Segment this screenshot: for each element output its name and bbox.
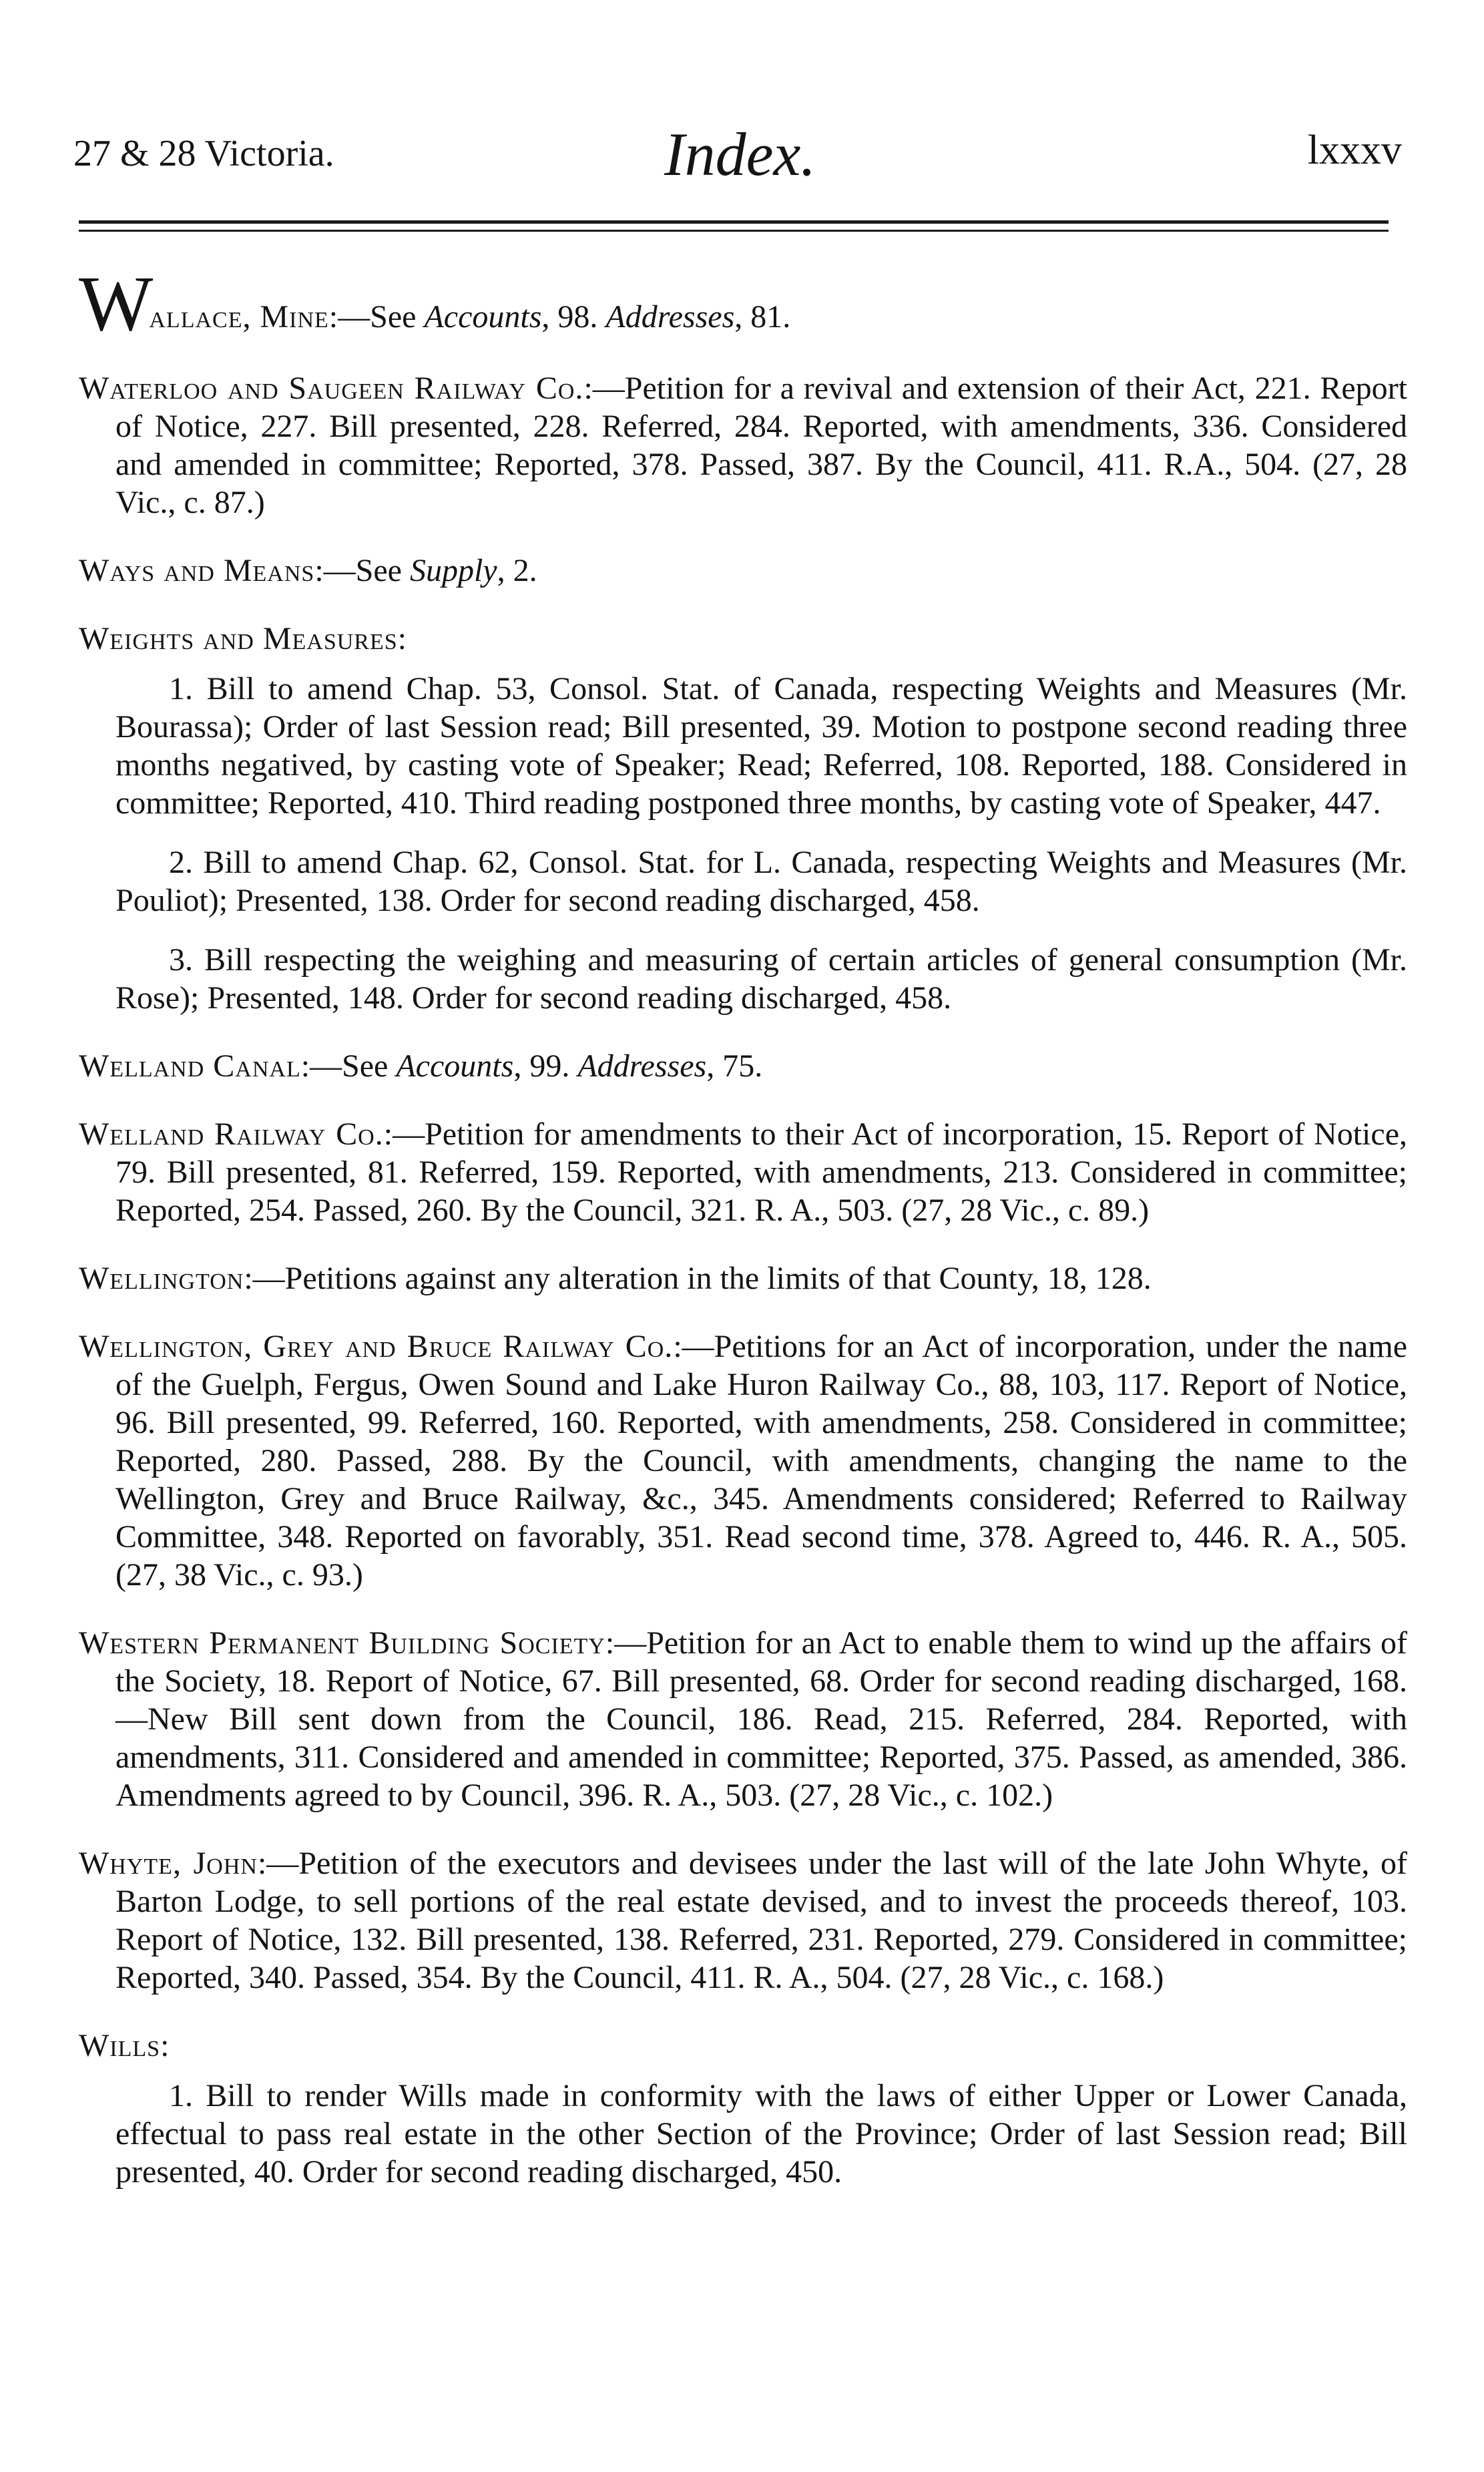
entry-heading: Waterloo and Saugeen Railway Co. [79,371,584,406]
page-ref: , 99. [513,1048,578,1084]
entry-heading: Ways and Means [79,553,315,588]
cross-reference: Addresses [605,299,735,335]
index-entry-whyte [79,1844,1407,1997]
index-entry-weights-and-measures [79,620,1407,658]
entry-text: :—Petition of the executors and devisees under the last will of the late John Whyte, of Barton Lodge, to sell portions of the real estate devised, and to invest the proceeds thereof, 103. Report of Notice, 132. Bill presented, 138. Referred, 231. Reported, 279. Considered in committee; Reported, 340. Passed, 354. By the Council, 411. R. A., 504. (27, 28 Vic., c. 168.) [115,1846,1407,1995]
entry-separator: :—See [328,299,425,335]
entry-text: :—Petition for amendments to their Act of incorporation, 15. Report of Notice, 79. Bill presented, 81. Referred, 159. Reported, with amendments, 213. Considered in committee; Reported, 254. Passed, 260. By the Council, 321. R. A., 503. (27, 28 Vic., c. 89.) [115,1116,1407,1228]
cross-reference: Supply [409,553,497,588]
sub-entry: 2. Bill to amend Chap. 62, Consol. Stat. for L. Canada, respecting Weights and Measures (Mr. Pouliot); Presented, 138. Order for second reading discharged, 458. [115,845,1407,918]
entry-separator: :—See [314,553,410,588]
entry-heading: Wills [79,2028,161,2063]
sub-entry: 1. Bill to amend Chap. 53, Consol. Stat. of Canada, respecting Weights and Measures (Mr. Bourassa); Order of last Session read; Bill presented, 39. Motion to postpone second reading three months negatived, by casting vote of Speaker; Read; Referred, 108. Reported, 188. Considered in committee; Reported, 410. Third reading postponed three months, by casting vote of Speaker, 447. [115,671,1407,821]
index-entry-wallace [79,260,1407,347]
page-number: lxxxv [1307,128,1402,173]
drop-cap: W [79,260,154,347]
index-entry-wills [79,2027,1407,2065]
entry-separator: : [160,2028,170,2063]
cross-reference: Accounts [396,1048,514,1084]
running-head-volume: 27 & 28 Victoria. [73,133,334,174]
entry-heading: allace, Mine [149,299,329,335]
entry-heading: Welland Canal [79,1048,301,1084]
entry-text: :—Petitions against any alteration in the limits of that County, 18, 128. [244,1261,1152,1296]
entry-text: :—Petitions for an Act of incorporation, under the name of the Guelph, Fergus, Owen Sound and Lake Huron Railway Co., 88, 103, 117. Report of Notice, 96. Bill presented, 99. Referred, 160. Reported, with amendments, 258. Considered in committee; Reported, 280. Passed, 288. By the Council, with amendments, changing the name to the Wellington, Grey and Bruce Railway, &c., 345. Amendments considered; Referred to Railway Committee, 348. Reported on favorably, 351. Read second time, 378. Agreed to, 446. R. A., 505. (27, 38 Vic., c. 93.) [115,1329,1407,1593]
entry-heading: Weights and Measures [79,621,398,656]
page-ref: , 98. [541,299,606,335]
header-rule [79,220,1389,224]
index-entry-welland-canal [79,1047,1407,1085]
entry-heading: Wellington [79,1261,244,1296]
page-ref: , 75. [706,1048,763,1084]
entry-heading: Welland Railway Co. [79,1116,384,1152]
index-entry-waterloo [79,369,1407,522]
entry-separator: : [397,621,407,656]
index-entry-western-permanent [79,1624,1407,1814]
sub-entry: 1. Bill to render Wills made in conformity with the laws of either Upper or Lower Canada, effectual to pass real estate in the other Section of the Province; Order of last Session read; Bill presented, 40. Order for second reading discharged, 450. [115,2078,1407,2190]
entry-separator: :—See [300,1048,397,1084]
index-entry-welland-railway [79,1115,1407,1229]
entry-heading: Western Permanent Building Society [79,1625,605,1661]
page-ref: , 2. [497,553,537,588]
running-head-title: Index. [664,120,816,188]
page-header [73,119,1402,192]
cross-reference: Addresses [577,1048,707,1084]
entry-text: :—Petition for a revival and extension of their Act, 221. Report of Notice, 227. Bill presented, 228. Referred, 284. Reported, with amendments, 336. Considered and amended in committee; Reported, 378. Passed, 387. By the Council, 411. R.A., 504. (27, 28 Vic., c. 87.) [115,371,1407,520]
cross-reference: Accounts [424,299,542,335]
page-ref: , 81. [734,299,791,335]
index-body [79,260,1407,2212]
entry-text: :—Petition for an Act to enable them to wind up the affairs of the Society, 18. Report of Notice, 67. Bill presented, 68. Order for second reading discharged, 168.—New Bill sent down from the Council, 186. Read, 215. Referred, 284. Reported, with amendments, 311. Considered and amended in committee; Reported, 375. Passed, as amended, 386. Amendments agreed to by Council, 396. R. A., 503. (27, 28 Vic., c. 102.) [115,1625,1407,1813]
header-rule-thin [79,230,1389,232]
index-entry-wellington [79,1259,1407,1297]
index-entry-wellington-grey-bruce [79,1327,1407,1594]
index-entry-ways-and-means [79,552,1407,590]
entry-heading: Wellington, Grey and Bruce Railway Co. [79,1329,674,1364]
sub-entry: 3. Bill respecting the weighing and measuring of certain articles of general consumption (Mr. Rose); Presented, 148. Order for second reading discharged, 458. [115,942,1407,1016]
entry-heading: Whyte, John [79,1846,258,1881]
